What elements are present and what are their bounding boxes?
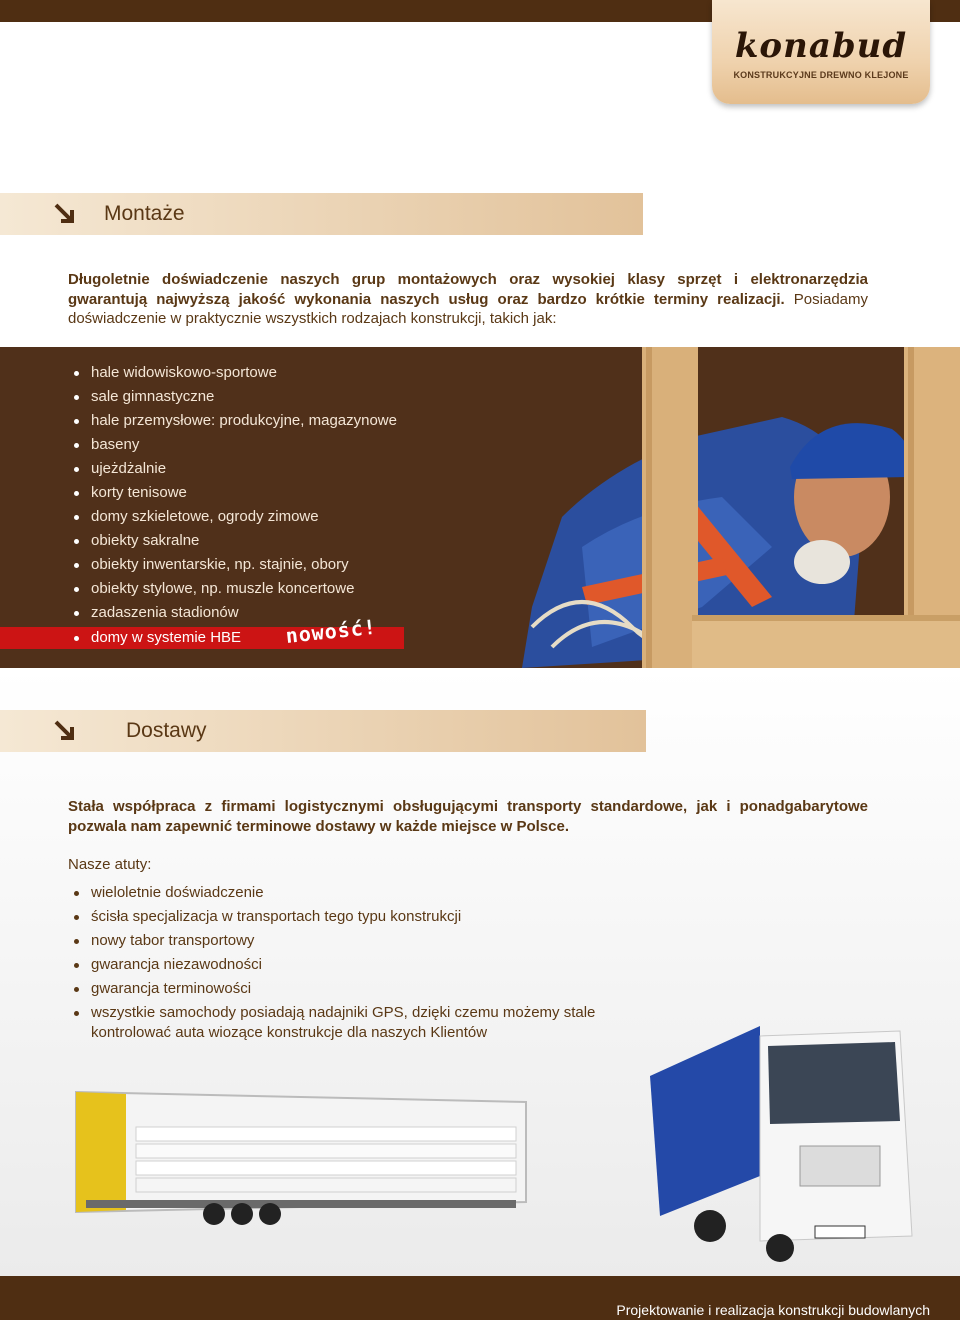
- section-header-montaze: [0, 193, 643, 235]
- list-item: obiekty stylowe, np. muszle koncertowe: [72, 577, 397, 601]
- footer-tagline: Projektowanie i realizacja konstrukcji budowlanych: [616, 1302, 930, 1318]
- list-item: korty tenisowe: [72, 481, 397, 505]
- arrow-down-right-icon: [52, 201, 78, 227]
- truck-photo: [650, 1026, 920, 1262]
- highlight-bullet: [74, 636, 79, 641]
- list-item: wieloletnie doświadczenie: [72, 881, 642, 905]
- arrow-down-right-icon: [52, 718, 78, 744]
- assets-label: Nasze atuty:: [68, 856, 152, 873]
- section-header-dostawy: [0, 710, 646, 752]
- montaze-intro-rest: Posiadamy doświadczenie w praktycznie wszystkich rodzajach konstrukcji, takich jak:: [68, 290, 869, 327]
- list-item: ścisła specjalizacja w transportach tego typu konstrukcji: [72, 905, 642, 929]
- list-item: sale gimnastyczne: [72, 385, 397, 409]
- new-badge: nowość!: [284, 614, 378, 648]
- list-item: domy szkieletowe, ogrody zimowe: [72, 505, 397, 529]
- list-item: gwarancja terminowości: [72, 977, 642, 1001]
- dostawy-list: [72, 881, 642, 1043]
- montaze-intro-bold: Długoletnie doświadczenie naszych grup montażowych oraz wysokiej klasy sprzęt i elektronarzędzia gwarantują najwyższą jakość wykonania naszych usług oraz bardzo krótkie terminy realizacji.: [68, 271, 868, 308]
- list-item: ujeżdżalnie: [72, 457, 397, 481]
- highlight-item: domy w systemie HBE: [91, 629, 242, 646]
- section-title-dostawy: Dostawy: [126, 719, 207, 742]
- list-item: obiekty sakralne: [72, 529, 397, 553]
- logo-subtitle: KONSTRUKCYJNE DREWNO KLEJONE: [733, 70, 909, 80]
- montaze-intro: [68, 270, 868, 329]
- list-item: zadaszenia stadionów: [72, 601, 397, 625]
- company-logo: [712, 0, 930, 104]
- dostawy-intro: [68, 797, 868, 836]
- list-item: hale widowiskowo-sportowe: [72, 361, 397, 385]
- list-item: baseny: [72, 433, 397, 457]
- list-item: nowy tabor transportowy: [72, 929, 642, 953]
- list-item: gwarancja niezawodności: [72, 953, 642, 977]
- trailer-photo: [66, 1082, 536, 1232]
- list-item: obiekty inwentarskie, np. stajnie, obory: [72, 553, 397, 577]
- dostawy-intro-bold: Stała współpraca z firmami logistycznymi obsługującymi transporty standardowe, jak i ponadgabarytowe pozwala nam zapewnić terminowe dostawy w każde miejsce w Polsce.: [68, 798, 868, 835]
- list-item: wszystkie samochody posiadają nadajniki GPS, dzięki czemu możemy stale kontrolować auta wiozące konstrukcje dla naszych Klientów: [72, 1001, 642, 1043]
- montaze-list: [72, 361, 397, 625]
- section-title-montaze: Montaże: [104, 202, 185, 225]
- logo-wordmark: konabud: [734, 26, 908, 66]
- list-item: hale przemysłowe: produkcyjne, magazynowe: [72, 409, 397, 433]
- worker-photo: [522, 347, 960, 668]
